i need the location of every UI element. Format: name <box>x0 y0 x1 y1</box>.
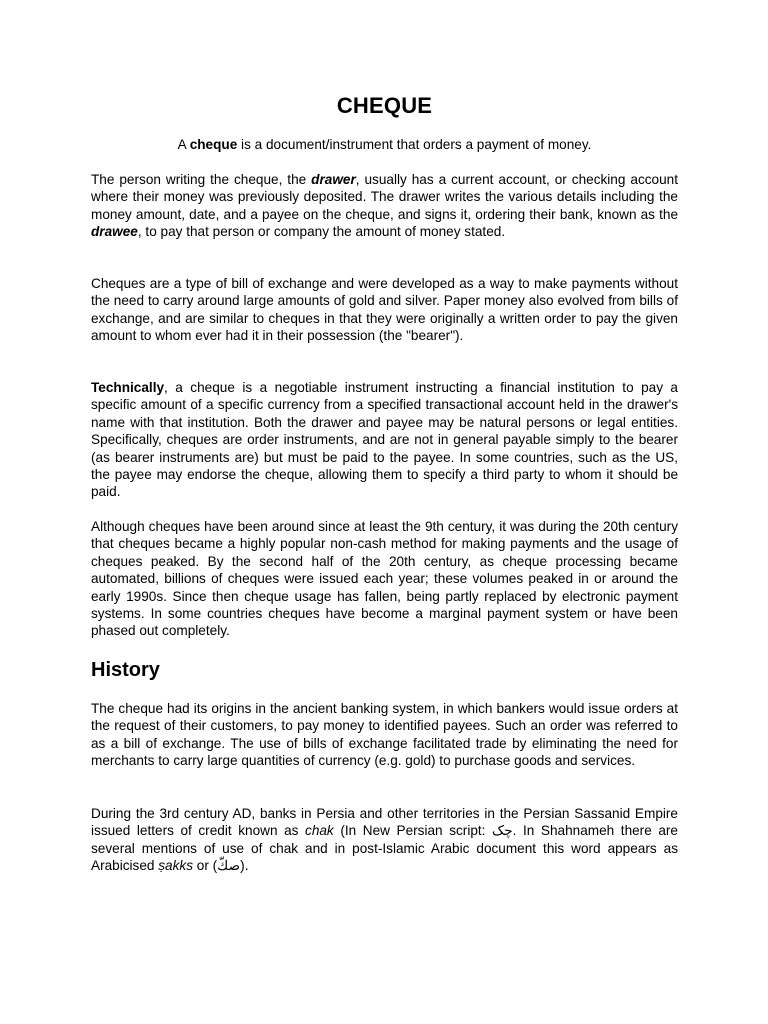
paragraph-usage-history: Although cheques have been around since at least the 9th century, it was during the 20th century that cheques became a highly popular non-cash method for making payments and the usage of cheques peaked. By the second half of the 20th century, as cheque processing became automated, billions of cheques were issued each year; these volumes peaked in or around the early 1990s. Since then cheque usage has fallen, being partly replaced by electronic payment systems. In some countries cheques have become a marginal payment system or have been phased out completely. <box>91 519 678 639</box>
paragraph-bill-of-exchange: Cheques are a type of bill of exchange and were developed as a way to make payments without the need to carry around large amounts of gold and silver. Paper money also evolved from bills of exchange, and are similar to cheques in that they were originally a written order to pay the given amount to whom ever had it in their possession (the "bearer"). <box>91 276 678 344</box>
p1-text-b: , usually has a current account, or checking account where their money was previously deposited. The drawer writes the various details including the money amount, date, and a payee on the cheque, and signs it, ordering their bank, known as the <box>91 172 678 222</box>
p3-term: Technically <box>91 380 165 395</box>
p6-persian-script: چک <box>492 823 513 839</box>
p6-text-d: or <box>193 858 213 874</box>
p6-text-e: ). <box>240 858 249 874</box>
p6-text-c: . In Shahnameh there are several mentions of use of chak and in post-Islamic Arabic document this word appears as Arabicised <box>91 823 678 874</box>
p6-text-b: (In New Persian script: <box>333 823 493 839</box>
intro-pre: A <box>177 137 190 152</box>
intro-paragraph <box>91 136 678 153</box>
paragraph-technically <box>91 379 678 501</box>
paragraph-persia <box>91 805 678 875</box>
p6-term-sakks: ṣakks <box>158 858 193 874</box>
paragraph-origins: The cheque had its origins in the ancient banking system, in which bankers would issue orders at the request of their customers, to pay money to identified payees. Such an order was referred to as a bill of exchange. The use of bills of exchange facilitated trade by eliminating the need for merchants to carry large quantities of currency (e.g. gold) to purchase goods and services. <box>91 701 678 769</box>
section-heading-history: History <box>91 659 160 681</box>
page-title: CHEQUE <box>336 93 433 118</box>
p3-rest: , a cheque is a negotiable instrument instructing a financial institution to pay a specific amount of a specific currency from a specified transactional account held in the drawer's name with that institution. Both the drawer and payee may be natural persons or legal entities. Specifically, cheques are order instruments, and are not in general payable simply to the bearer (as bearer instruments are) but must be paid to the payee. In some countries, such as the US, the payee may endorse the cheque, allowing them to specify a third party to whom it should be paid. <box>91 380 678 500</box>
p6-arabic-script: (صكّ <box>212 858 241 874</box>
p6-term-chak: chak <box>305 823 334 839</box>
intro-term: cheque <box>189 137 238 152</box>
p1-text-c: , to pay that person or company the amount of money stated. <box>137 224 506 240</box>
p1-text-a: The person writing the cheque, the <box>91 172 312 187</box>
paragraph-drawer <box>91 171 678 241</box>
p1-term-drawer: drawer <box>311 172 356 187</box>
p6-text-a: During the 3rd century AD, banks in Persia and other territories in the Persian Sassanid Empire issued letters of credit known as <box>91 806 678 839</box>
intro-post: is a document/instrument that orders a payment of money. <box>237 137 592 152</box>
p1-term-drawee: drawee <box>91 224 138 240</box>
